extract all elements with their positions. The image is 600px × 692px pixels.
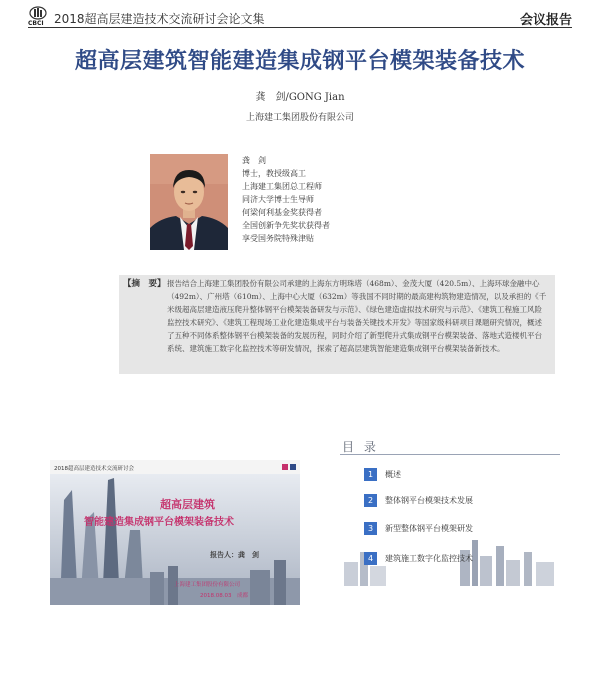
- bio-line: 龚 剑: [242, 156, 266, 165]
- slide-title-line2: 智能建造集成钢平台模架装备技术: [84, 517, 234, 528]
- bio-line: 上海建工集团总工程师: [242, 182, 322, 191]
- contents-slide-image: [340, 436, 560, 586]
- item-number: 2: [364, 494, 377, 507]
- item-label: 整体钢平台模架技术发展: [385, 496, 473, 505]
- section-label: 会议报告: [519, 13, 572, 28]
- proceedings-title: 2018超高层建造技术交流研讨会论文集: [54, 12, 265, 26]
- slide-reporter: 报告人：龚 剑: [210, 551, 259, 559]
- abstract-box: [119, 275, 555, 374]
- item-label: 建筑施工数字化监控技术: [385, 554, 473, 563]
- author-portrait: [150, 154, 228, 250]
- bio-line: 全国创新争先奖状获得者: [242, 221, 330, 230]
- logo-text: CBCI: [28, 20, 44, 27]
- author-bio: [242, 154, 330, 245]
- title-slide-image: [50, 460, 300, 605]
- cbci-logo: [28, 6, 48, 26]
- item-number: 4: [364, 552, 377, 565]
- abstract-text: 报告结合上海建工集团股份有限公司承建的上海东方明珠塔（468m）、金茂大厦（420.5m）、上海环球金融中心（492m）、广州塔（610m）、上海中心大厦（632m）等我国不同时期的最高建构筑物建造情况，以及承担的《千米级超高层建造液压爬升整体钢平台模架装备研发与示范》、《绿色建造虚拟技术研究与示范》、《建筑工程施工风险监控技术研究》、《建筑工程现场工业化建造集成平台与装备关键技术开发》等国家级科研项目课题研究情况，概述了五种不同体系整体钢平台模架装备的发展历程，同时介绍了新型爬升式集成钢平台模架装备、落地式造楼机平台系统、建筑施工数字化监控技术等研发情况，探索了超高层建筑智能建造集成钢平台模架装备新技术。: [167, 279, 547, 353]
- slide-title-line1: 超高层建筑: [160, 498, 215, 511]
- bio-line: 何梁何利基金奖获得者: [242, 208, 322, 217]
- portrait-image: [150, 154, 228, 250]
- slide-date: 2018.08.03 成都: [200, 593, 248, 599]
- slide-conference-name: 2018超高层建造技术交流研讨会: [54, 466, 134, 472]
- item-label: 概述: [385, 470, 401, 479]
- item-label: 新型整体钢平台模架研发: [385, 524, 473, 533]
- page-header: [28, 6, 572, 28]
- author-affiliation: 上海建工集团股份有限公司: [245, 113, 354, 123]
- abstract-label: 【摘 要】: [123, 279, 166, 289]
- bio-line: 博士，教授级高工: [242, 169, 306, 178]
- bio-line: 同济大学博士生导师: [242, 195, 314, 204]
- article-title: 超高层建筑智能建造集成钢平台模架装备技术: [74, 49, 525, 74]
- author-name: 龚 剑/GONG Jian: [255, 92, 345, 103]
- title-divider: [340, 454, 560, 455]
- contents-title: 目 录: [342, 440, 379, 454]
- slide-organization: 上海建工集团股份有限公司: [174, 582, 241, 588]
- bio-line: 享受国务院特殊津贴: [242, 234, 314, 243]
- item-number: 1: [364, 468, 377, 481]
- item-number: 3: [364, 522, 377, 535]
